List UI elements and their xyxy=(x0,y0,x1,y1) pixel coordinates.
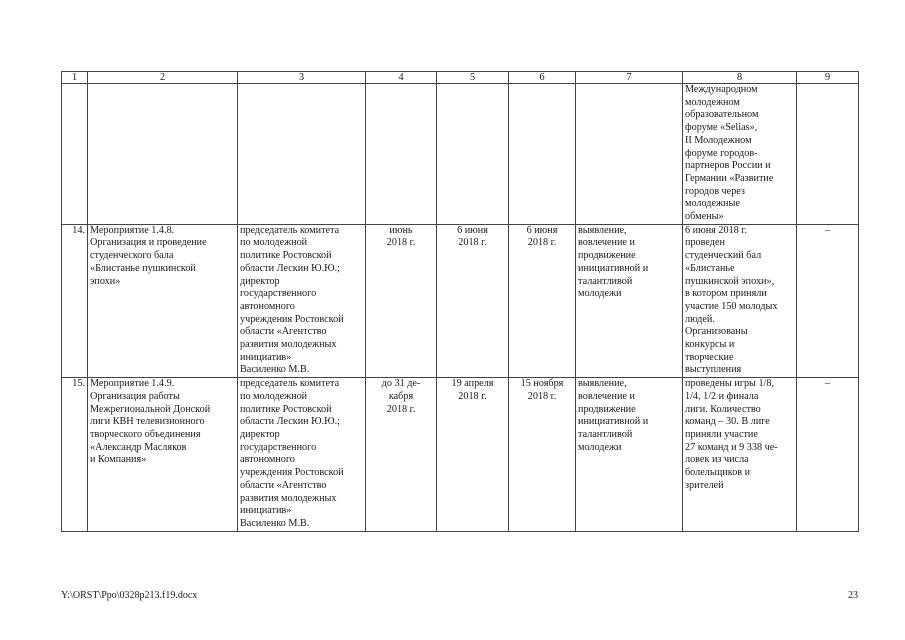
actual-end-cell xyxy=(509,84,576,225)
report-table xyxy=(61,71,859,532)
column-number: 9 xyxy=(797,72,859,84)
responsible-cell xyxy=(238,84,366,225)
goal-cell: выявление, вовлечение и продвижение инициативной и талантливой молодежи xyxy=(576,224,683,377)
column-number: 2 xyxy=(88,72,238,84)
event-cell: Мероприятие 1.4.8. Организация и проведение студенческого бала «Блистанье пушкинской эпохи» xyxy=(88,224,238,377)
continuation-row xyxy=(62,84,859,225)
column-number: 3 xyxy=(238,72,366,84)
actual-start-cell: 19 апреля 2018 г. xyxy=(437,378,509,531)
actual-start-cell: 6 июня 2018 г. xyxy=(437,224,509,377)
column-number: 7 xyxy=(576,72,683,84)
column-number: 4 xyxy=(366,72,437,84)
page-number: 23 xyxy=(848,590,858,601)
note-cell: – xyxy=(797,378,859,531)
event-cell: Мероприятие 1.4.9. Организация работы Межрегиональной Донской лиги КВН телевизионного творческого объединения «Александр Масляков и Компания» xyxy=(88,378,238,531)
table-row xyxy=(62,224,859,377)
event-cell xyxy=(88,84,238,225)
actual-start-cell xyxy=(437,84,509,225)
column-number-row xyxy=(62,72,859,84)
goal-cell: выявление, вовлечение и продвижение инициативной и талантливой молодежи xyxy=(576,378,683,531)
actual-end-cell: 15 ноября 2018 г. xyxy=(509,378,576,531)
result-cell: Международном молодежном образовательном форуме «Selias», II Молодежном форуме городов- партнеров России и Германии «Развитие городов через молодежные обмены» xyxy=(683,84,797,225)
column-number: 6 xyxy=(509,72,576,84)
result-cell: 6 июня 2018 г. проведен студенческий бал «Блистанье пушкинской эпохи», в котором приняли участие 150 молодых людей. Организованы конкурсы и творческие выступления xyxy=(683,224,797,377)
planned-date-cell: июнь 2018 г. xyxy=(366,224,437,377)
note-cell xyxy=(797,84,859,225)
planned-date-cell xyxy=(366,84,437,225)
column-number: 1 xyxy=(62,72,88,84)
table-row xyxy=(62,378,859,531)
document-file-path: Y:\ORST\Ppo\0328p213.f19.docx xyxy=(61,590,198,601)
row-number-cell: 14. xyxy=(62,224,88,377)
planned-date-cell: до 31 де- кабря 2018 г. xyxy=(366,378,437,531)
row-number-cell xyxy=(62,84,88,225)
note-cell: – xyxy=(797,224,859,377)
column-number: 8 xyxy=(683,72,797,84)
actual-end-cell: 6 июня 2018 г. xyxy=(509,224,576,377)
row-number-cell: 15. xyxy=(62,378,88,531)
responsible-cell: председатель комитета по молодежной политике Ростовской области Лескин Ю.Ю.; директор государственного автономного учреждения Ростовской области «Агентство развития молодежных инициатив» Василенко М.В. xyxy=(238,378,366,531)
goal-cell xyxy=(576,84,683,225)
responsible-cell: председатель комитета по молодежной политике Ростовской области Лескин Ю.Ю.; директор государственного автономного учреждения Ростовской области «Агентство развития молодежных инициатив» Василенко М.В. xyxy=(238,224,366,377)
column-number: 5 xyxy=(437,72,509,84)
result-cell: проведены игры 1/8, 1/4, 1/2 и финала лиги. Количество команд – 30. В лиге приняли участие 27 команд и 9 338 че- ловек из числа болельщиков и зрителей xyxy=(683,378,797,531)
